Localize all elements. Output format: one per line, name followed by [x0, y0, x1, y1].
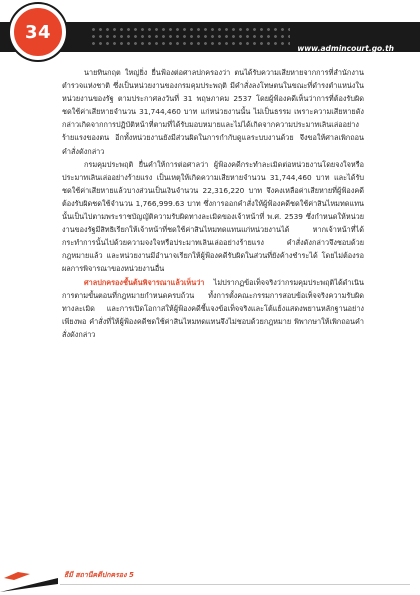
site-url[interactable]: www.admincourt.go.th — [297, 44, 394, 53]
paragraph-3 — [62, 276, 364, 341]
page-number: 34 — [24, 21, 52, 43]
paragraph-3-text: ไม่ปรากฏข้อเท็จจริงว่ากรมคุมประพฤติได้ดำเนินการตามขั้นตอนที่กฎหมายกำหนดครบถ้วน ทั้งการตั้งคณะกรรมการสอบข้อเท็จจริงความรับผิดทางละเมิด และการเปิดโอกาสให้ผู้ฟ้องคดีชี้แจงข้อเท็จจริงและโต้แย้งแสดงพยานหลักฐานอย่างเพียงพอ คำสั่งที่ให้ผู้ฟ้องคดีชดใช้ค่าสินไหมทดแทนจึงไม่ชอบด้วยกฎหมาย พิพากษาให้เพิกถอนคำสั่งดังกล่าว — [62, 277, 364, 339]
paragraph-2: กรมคุมประพฤติ ยื่นคำให้การต่อศาลว่า ผู้ฟ้องคดีกระทำละเมิดต่อหน่วยงานโดยจงใจหรือประมาทเลินเล่ออย่างร้ายแรง เป็นเหตุให้เกิดความเสียหายจำนวน 31,744,460 บาท และได้รับชดใช้ค่าเสียหายแล้วบางส่วนเป็นเงินจำนวน 22,316,220 บาท จึงคงเหลือค่าเสียหายที่ผู้ฟ้องคดีต้องรับผิดชดใช้จำนวน 1,766,999.63 บาท ซึ่งการออกคำสั่งให้ผู้ฟ้องคดีชดใช้ค่าสินไหมทดแทนนั้นเป็นไปตามพระราชบัญญัติความรับผิดทางละเมิดของเจ้าหน้าที่ พ.ศ. 2539 ซึ่งกำหนดให้หน่วยงานของรัฐมีสิทธิเรียกให้เจ้าหน้าที่ชดใช้ค่าสินไหมทดแทนแก่หน่วยงานได้ หากเจ้าหน้าที่ได้กระทำการนั้นไปด้วยความจงใจหรือประมาทเลินเล่ออย่างร้ายแรง คำสั่งดังกล่าวจึงชอบด้วยกฎหมายแล้ว และหน่วยงานมีอำนาจเรียกให้ผู้ฟ้องคดีรับผิดในส่วนที่ยังค้างชำระได้ โดยไม่ต้องรอผลการพิจารณาของหน่วยงานอื่น — [62, 159, 364, 274]
paragraph-1: นายทินกฤต ใหญ่ยิ่ง ยื่นฟ้องต่อศาลปกครองว่า ตนได้รับความเสียหายจากการที่สำนักงานตำรวจแห่งชาติ ซึ่งเป็นหน่วยงานของกรมคุมประพฤติ มีคำสั่งลงโทษตนในขณะที่ดำรงตำแหน่งในหน่วยงานของรัฐ ตามประกาศลงวันที่ 31 พฤษภาคม 2537 โดยผู้ฟ้องคดีเห็นว่าการที่ต้องรับผิดชดใช้ค่าเสียหายจำนวน 31,744,460 บาท แก่หน่วยงานนั้น ไม่เป็นธรรม เพราะความเสียหายดังกล่าวเกิดจากการปฏิบัติหน้าที่ตามที่ได้รับมอบหมายและไม่ได้เกิดจากความประมาทเลินเล่ออย่างร้ายแรงของตน อีกทั้งหน่วยงานยังมีส่วนผิดในการกำกับดูแลระบบงานด้วย จึงขอให้ศาลเพิกถอนคำสั่งดังกล่าว — [62, 68, 364, 156]
footer — [0, 562, 420, 595]
lead-in: ศาลปกครองชั้นต้นพิจารณาแล้วเห็นว่า — [84, 277, 205, 287]
page-number-badge — [10, 4, 66, 60]
article-body — [62, 66, 364, 341]
halftone-pattern — [90, 26, 290, 48]
road-icon — [0, 570, 58, 592]
footer-divider — [60, 584, 410, 585]
footer-text: ธีมี สถานีคดีปกครอง 5 — [64, 571, 134, 579]
